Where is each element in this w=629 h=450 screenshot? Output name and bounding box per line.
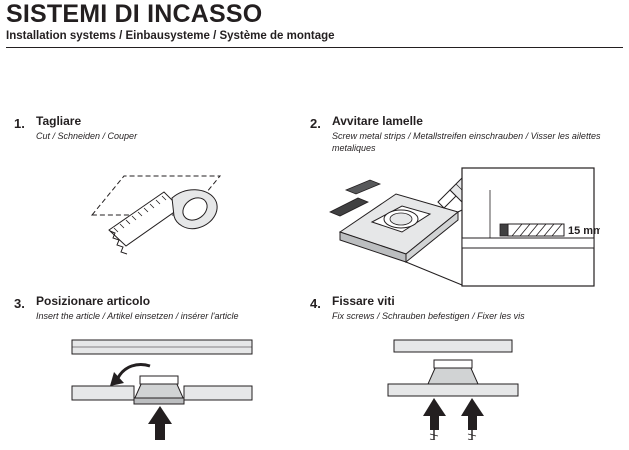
step-1-texts — [36, 114, 137, 142]
saw-cutting-hole-illustration — [14, 150, 284, 270]
push-up-arrow — [148, 406, 172, 440]
page-title: SISTEMI DI INCASSO — [6, 0, 263, 28]
step-3 — [14, 294, 294, 328]
step-4 — [310, 294, 610, 328]
step-4-title: Fissare viti — [332, 294, 395, 308]
insert-fixture-illustration — [14, 330, 284, 440]
ceiling-slab-upper — [72, 340, 252, 354]
ceiling-slab-upper-2 — [394, 340, 512, 352]
screws — [430, 430, 476, 440]
step-3-header — [14, 294, 294, 328]
callout-dimension-label: 15 mm — [568, 225, 600, 237]
step-1-subtitle: Cut / Schneiden / Couper — [36, 131, 138, 141]
step-3-figure — [14, 330, 284, 445]
step-4-figure — [310, 330, 600, 445]
step-2-header — [310, 114, 610, 153]
step-2-number: 2. — [310, 116, 321, 131]
step-4-texts — [332, 294, 525, 322]
saw-blade — [109, 192, 180, 254]
step-4-header — [310, 294, 610, 328]
step-2-title: Avvitare lamelle — [332, 114, 423, 128]
step-3-subtitle: Insert the article / Artikel einsetzen / insérer l'article — [36, 311, 239, 321]
step-2-texts — [332, 114, 610, 154]
step-3-texts — [36, 294, 238, 322]
detail-callout-box — [462, 168, 600, 286]
step-3-title: Posizionare articolo — [36, 294, 151, 308]
screw-up-arrows — [423, 398, 484, 430]
mounted-fixture — [388, 360, 518, 396]
step-3-number: 3. — [14, 296, 25, 311]
step-2-figure — [310, 150, 600, 305]
step-1-figure — [14, 150, 284, 275]
step-1 — [14, 114, 294, 148]
step-4-number: 4. — [310, 296, 321, 311]
saw-handle — [172, 190, 217, 229]
step-1-title: Tagliare — [36, 114, 82, 128]
hatched-strip — [500, 224, 564, 236]
page-subtitle: Installation systems / Einbausysteme / Système de montage — [6, 30, 335, 42]
step-4-subtitle: Fix screws / Schrauben befestigen / Fixer les vis — [332, 311, 525, 321]
step-2 — [310, 114, 610, 237]
step-2-subtitle: Screw metal strips / Metallstreifen einschrauben / Visser les ailettes metaliques — [332, 131, 601, 153]
fixture-insert — [134, 376, 184, 404]
header-divider — [6, 47, 623, 48]
step-1-number: 1. — [14, 116, 25, 131]
step-1-header — [14, 114, 294, 148]
fix-screws-illustration — [310, 330, 600, 440]
page-header — [6, 0, 623, 43]
screw-metal-strips-illustration — [310, 150, 600, 300]
